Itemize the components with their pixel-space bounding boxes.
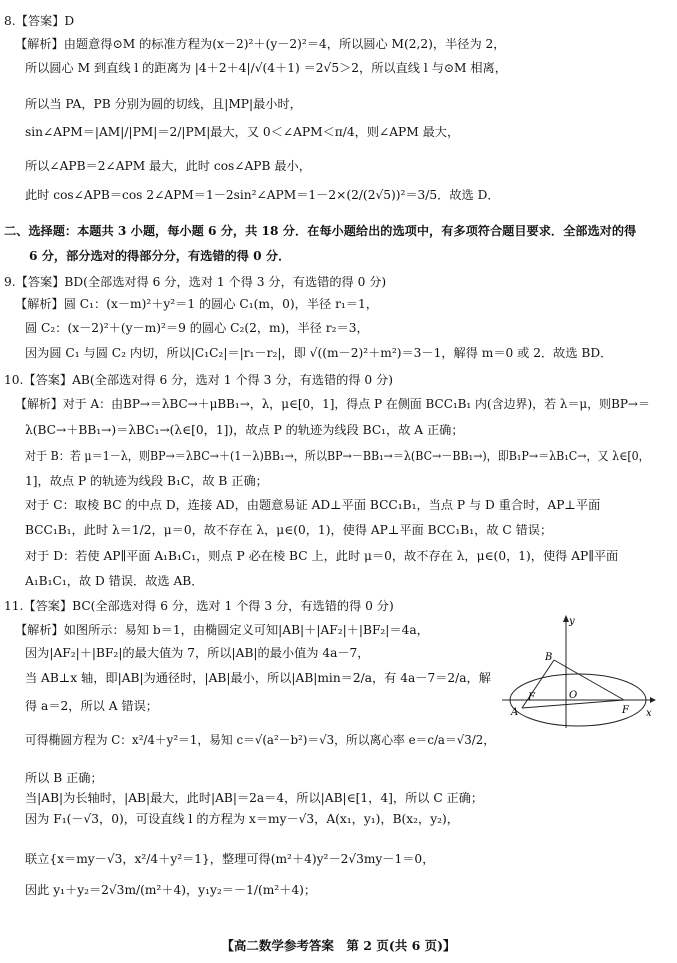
text-line: 当 AB⊥x 轴，即|AB|为通径时，|AB|最小，所以|AB|min＝2/a，有 4a－7＝2/a，解 — [25, 671, 491, 685]
page-footer: 【高二数学参考答案 第 2 页(共 6 页)】 — [221, 938, 456, 953]
text-line: 当|AB|为长轴时，|AB|最大，此时|AB|＝2a＝4，所以|AB|∈[1，4]，所以 C 正确； — [25, 791, 484, 805]
text-line: sin∠APM＝|AM|/|PM|＝2/|PM|最大，又 0＜∠APM＜π/4，则∠APM 最大， — [25, 125, 460, 139]
label-y: y — [569, 616, 575, 627]
label-o: O — [569, 690, 578, 701]
text-line: 10.【答案】AB(全部选对得 6 分，选对 1 个得 3 分，有选错的得 0 分) — [4, 373, 393, 387]
text-line: 因为圆 C₁ 与圆 C₂ 内切，所以|C₁C₂|＝|r₁－r₂|，即 √((m－2)²＋m²)＝3－1，解得 m＝0 或 2．故选 BD． — [25, 346, 613, 360]
text-line: 因此 y₁＋y₂＝2√3m/(m²＋4)，y₁y₂＝－1/(m²＋4)； — [25, 883, 317, 897]
ellipse-figure — [498, 612, 658, 730]
text-line: A₁B₁C₁，故 D 错误．故选 AB． — [25, 574, 204, 588]
text-line: 1]，故点 P 的轨迹为线段 B₁C，故 B 正确； — [25, 474, 268, 488]
text-line: 得 a＝2，所以 A 错误； — [25, 699, 158, 713]
text-line: 【解析】如图所示：易知 b＝1，由椭圆定义可知|AB|＋|AF₂|＋|BF₂|＝4a， — [15, 623, 429, 637]
text-line: 【解析】圆 C₁：(x－m)²＋y²＝1 的圆心 C₁(m，0)，半径 r₁＝1， — [15, 297, 378, 311]
text-line: 对于 C：取棱 BC 的中点 D，连接 AD，由题意易证 AD⊥平面 BCC₁B₁，当点 P 与 D 重合时，AP⊥平面 — [25, 498, 601, 512]
text-line: 9.【答案】BD(全部选对得 6 分，选对 1 个得 3 分，有选错的得 0 分) — [4, 275, 387, 289]
x-axis-arrow — [650, 697, 656, 703]
text-line: 【解析】由题意得⊙M 的标准方程为(x－2)²＋(y－2)²＝4，所以圆心 M(2,2)，半径为 2， — [15, 37, 506, 51]
text-line: 所以当 PA，PB 分别为圆的切线，且|MP|最小时， — [25, 97, 302, 111]
text-line: 所以 B 正确； — [25, 771, 103, 785]
label-b: B — [545, 652, 553, 663]
section-heading: 二、选择题：本题共 3 小题，每小题 6 分，共 18 分．在每小题给出的选项中，有多项符合题目要求．全部选对的得 — [4, 224, 637, 238]
text-line: 对于 D：若使 AP∥平面 A₁B₁C₁，则点 P 必在棱 BC 上，此时 μ＝0，故不存在 λ，μ∈(0，1)，使得 AP∥平面 — [25, 549, 619, 563]
label-f2: F — [622, 705, 629, 716]
section-heading: 6 分，部分选对的得部分分，有选错的得 0 分． — [29, 249, 291, 263]
text-line: 所以圆心 M 到直线 l 的距离为 |4＋2＋4|/√(4＋1) ＝2√5＞2，所以直线 l 与⊙M 相离， — [25, 61, 507, 75]
text-line: 因为|AF₂|＋|BF₂|的最大值为 7，所以|AB|的最小值为 4a－7， — [25, 646, 370, 660]
text-line: 8.【答案】D — [4, 14, 75, 28]
text-line: 11.【答案】BC(全部选对得 6 分，选对 1 个得 3 分，有选错的得 0 分) — [4, 599, 394, 613]
text-line: 所以∠APB＝2∠APM 最大，此时 cos∠APB 最小， — [25, 159, 311, 173]
label-x: x — [646, 708, 652, 719]
text-line: 联立{x＝my－√3，x²/4＋y²＝1}，整理可得(m²＋4)y²－2√3my－1＝0， — [25, 852, 435, 866]
text-line: 可得椭圆方程为 C：x²/4＋y²＝1，易知 c＝√(a²－b²)＝√3，所以离心率 e＝c/a＝√3/2， — [25, 733, 495, 747]
segment-af2 — [522, 700, 624, 708]
text-line: 圆 C₂：(x－2)²＋(y－m)²＝9 的圆心 C₂(2，m)，半径 r₂＝3， — [25, 321, 369, 335]
chord-ab — [522, 660, 554, 708]
text-line: BCC₁B₁，此时 λ＝1/2，μ＝0，故不存在 λ，μ∈(0，1)，使得 AP⊥平面 BCC₁B₁，故 C 错误； — [25, 523, 553, 537]
text-line: 此时 cos∠APB＝cos 2∠APM＝1－2sin²∠APM＝1－2×(2/(2√5))²＝3/5．故选 D． — [25, 188, 500, 202]
text-line: λ(BC→＋BB₁→)＝λBC₁→(λ∈[0，1])，故点 P 的轨迹为线段 BC₁，故 A 正确； — [25, 423, 464, 437]
text-line: 因为 F₁(－√3，0)，可设直线 l 的方程为 x＝my－√3，A(x₁，y₁)，B(x₂，y₂)， — [25, 812, 459, 826]
ellipse-diagram — [498, 612, 658, 730]
label-f1: F — [528, 692, 535, 703]
segment-bf2 — [554, 660, 624, 700]
text-line: 【解析】对于 A：由BP→＝λBC→＋μBB₁→，λ，μ∈[0，1]，得点 P 在侧面 BCC₁B₁ 内(含边界)，若 λ＝μ，则BP→＝ — [15, 397, 650, 411]
text-line: 对于 B：若 μ＝1－λ，则BP→＝λBC→＋(1－λ)BB₁→，所以BP→－BB₁→＝λ(BC→－BB₁→)，即B₁P→＝λB₁C→，又 λ∈[0， — [25, 449, 650, 463]
label-a: A — [511, 707, 519, 718]
